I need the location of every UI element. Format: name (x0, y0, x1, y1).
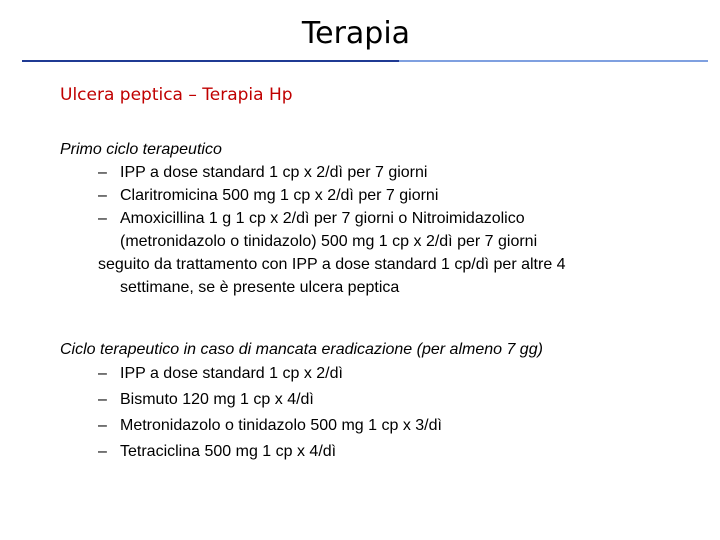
list-item-text: IPP a dose standard 1 cp x 2/dì per 7 giorni (120, 164, 428, 181)
second-cycle-section (60, 338, 700, 465)
dash-bullet: – (98, 365, 107, 382)
dash-bullet: – (98, 210, 107, 227)
list-item-text: Claritromicina 500 mg 1 cp x 2/dì per 7 giorni (120, 187, 439, 204)
dash-bullet: – (98, 187, 107, 204)
followup-text: seguito da trattamento con IPP a dose standard 1 cp/dì per altre 4 (98, 256, 566, 273)
first-cycle-section (60, 138, 700, 299)
list-item-text: Tetraciclina 500 mg 1 cp x 4/dì (120, 443, 337, 460)
slide-title: Terapia (301, 16, 411, 51)
dash-bullet: – (98, 391, 107, 408)
list-item-text: IPP a dose standard 1 cp x 2/dì (120, 365, 343, 382)
list-item (60, 361, 700, 387)
dash-bullet: – (98, 164, 107, 181)
title-underline (22, 60, 708, 62)
list-item-continuation: (metronidazolo o tinidazolo) 500 mg 1 cp x 2/dì per 7 giorni (120, 233, 538, 250)
list-item (60, 413, 700, 439)
followup-text-continuation: settimane, se è presente ulcera peptica (120, 279, 400, 296)
list-item-text: Amoxicillina 1 g 1 cp x 2/dì per 7 giorni o Nitroimidazolico (120, 210, 525, 227)
title-underline-light (399, 60, 708, 62)
list-item (60, 207, 700, 230)
list-item (60, 161, 700, 184)
title-underline-dark (22, 60, 399, 62)
list-item (60, 184, 700, 207)
dash-bullet: – (98, 443, 107, 460)
slide-subtitle: Ulcera peptica – Terapia Hp (60, 85, 293, 105)
list-item (60, 387, 700, 413)
section-heading: Primo ciclo terapeutico (60, 141, 222, 158)
list-item (60, 439, 700, 465)
section-heading: Ciclo terapeutico in caso di mancata eradicazione (per almeno 7 gg) (60, 341, 543, 358)
dash-bullet: – (98, 417, 107, 434)
list-item-text: Bismuto 120 mg 1 cp x 4/dì (120, 391, 314, 408)
list-item-text: Metronidazolo o tinidazolo 500 mg 1 cp x 3/dì (120, 417, 442, 434)
